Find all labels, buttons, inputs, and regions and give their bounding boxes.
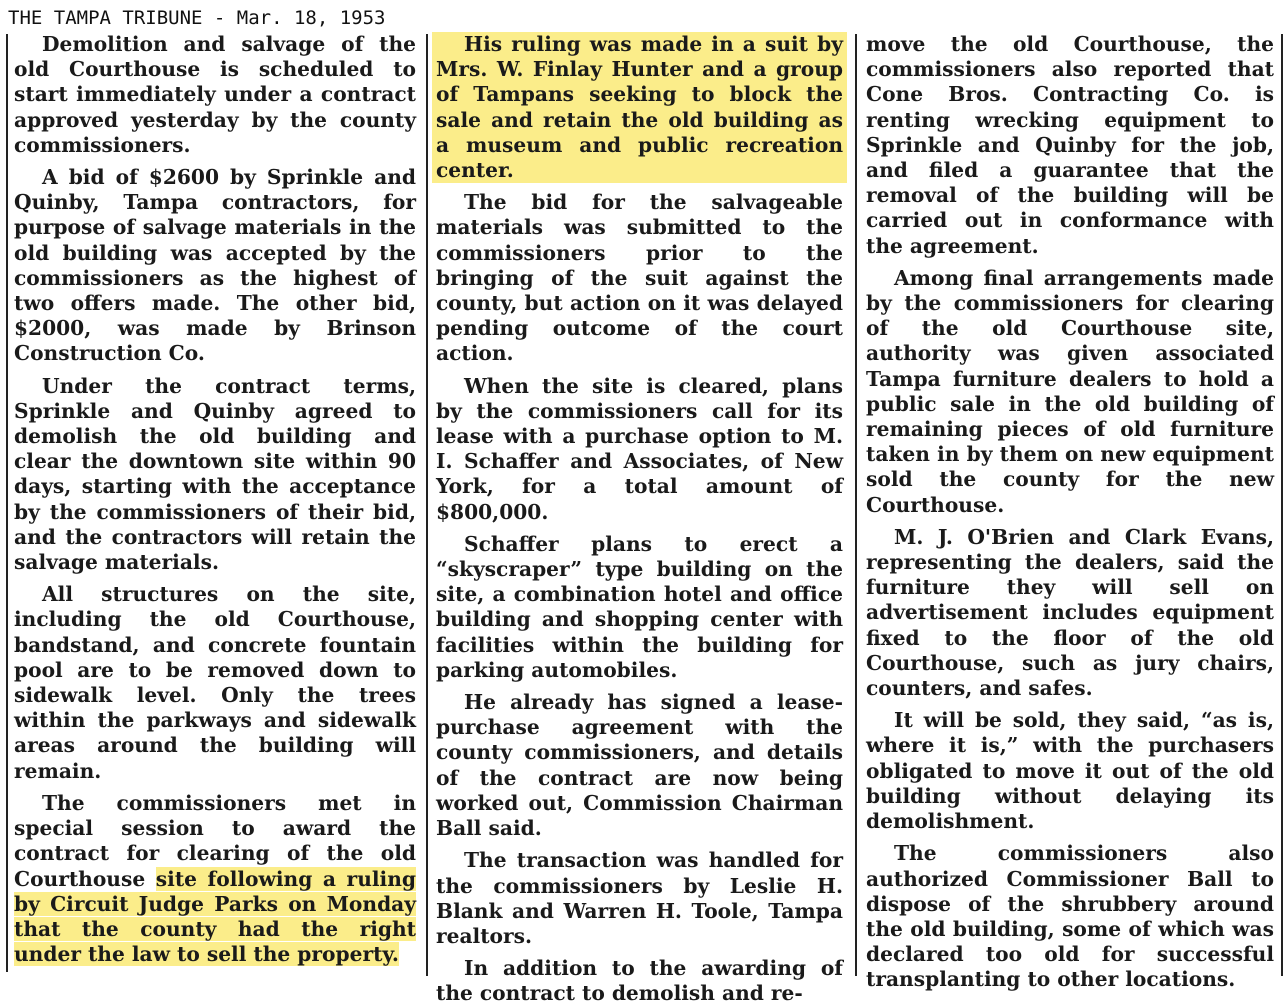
highlighted-text: site following a ruling by Circuit Judge Parks on Monday that the county had the right under the law to sell the property.	[14, 866, 417, 967]
column-rule-2	[855, 34, 857, 976]
paragraph: The commissioners also authorized Commissioner Ball to dispose of the shrubbery around the old building, some of which was declared too old for successful transplanting to other locations.	[866, 841, 1274, 992]
column-rule-left	[6, 34, 8, 972]
paragraph: move the old Courthouse, the commissioners also reported that Cone Bros. Contracting Co. is renting wrecking equipment to Sprinkle and Quinby for the job, and filed a guarantee that the removal of the building will be carried out in conformance with the agreement.	[866, 32, 1274, 258]
paragraph: Under the contract terms, Sprinkle and Quinby agreed to demolish the old building and clear the downtown site within 90 days, starting with the acceptance by the commissioners of their bid, and the contractors will retain the salvage materials.	[14, 373, 416, 575]
paragraph: Schaffer plans to erect a “skyscraper” type building on the site, a combination hotel and office building and shopping center with facilities within the building for parking automobiles.	[436, 531, 843, 682]
paragraph	[10, 791, 420, 967]
article-column-2	[432, 32, 847, 1006]
paragraph: He already has signed a lease-purchase agreement with the county commissioners, and details of the contract are now being worked out, Commission Chairman Ball said.	[436, 690, 843, 841]
paragraph-text: The commissioners met in special session to award the contract for clearing of the old Courthouse	[14, 790, 416, 891]
paragraph: The bid for the salvageable materials was submitted to the commissioners prior to the bringing of the suit against the county, but action on it was delayed pending outcome of the court action.	[436, 190, 843, 366]
headline: THE TAMPA TRIBUNE - Mar. 18, 1953	[8, 7, 386, 29]
article-column-3	[862, 32, 1278, 992]
paragraph: In addition to the awarding of the contract to demolish and re-	[436, 956, 843, 1006]
paragraph: All structures on the site, including the old Courthouse, bandstand, and concrete fountain pool are to be removed down to sidewalk level. Only the trees within the parkways and sidewalk areas around the building will remain.	[14, 582, 416, 783]
paragraph: A bid of $2600 by Sprinkle and Quinby, Tampa contractors, for purpose of salvage materials in the old building was accepted by the commissioners as the highest of two offers made. The other bid, $2000, was made by Brinson Construction Co.	[14, 165, 416, 366]
paragraph: Among final arrangements made by the commissioners for clearing of the old Courthouse site, authority was given associated Tampa furniture dealers to hold a public sale in the old building of remaining pieces of old furniture taken in by them on new equipment sold the county for the new Courthouse.	[866, 265, 1274, 517]
paragraph: M. J. O'Brien and Clark Evans, representing the dealers, said the furniture they will sell on advertisement includes equipment fixed to the floor of the old Courthouse, such as jury chairs, counters, and safes.	[866, 524, 1274, 701]
highlighted-paragraph: His ruling was made in a suit by Mrs. W. Finlay Hunter and a group of Tampans seeking to block the sale and retain the old building as a museum and public recreation center.	[432, 32, 847, 183]
paragraph: It will be sold, they said, “as is, where it is,” with the purchasers obligated to move it out of the old building without delaying its demolishment.	[866, 708, 1274, 834]
paragraph: Demolition and salvage of the old Courthouse is scheduled to start immediately under a contract approved yesterday by the county commissioners.	[14, 32, 416, 157]
column-rule-right	[1281, 34, 1283, 976]
paragraph: When the site is cleared, plans by the commissioners call for its lease with a purchase option to M. I. Schaffer and Associates, of New York, for a total amount of $800,000.	[436, 373, 843, 524]
column-rule-1	[426, 34, 428, 976]
paragraph: The transaction was handled for the commissioners by Leslie H. Blank and Warren H. Toole, Tampa realtors.	[436, 848, 843, 948]
article-column-1	[10, 32, 420, 977]
